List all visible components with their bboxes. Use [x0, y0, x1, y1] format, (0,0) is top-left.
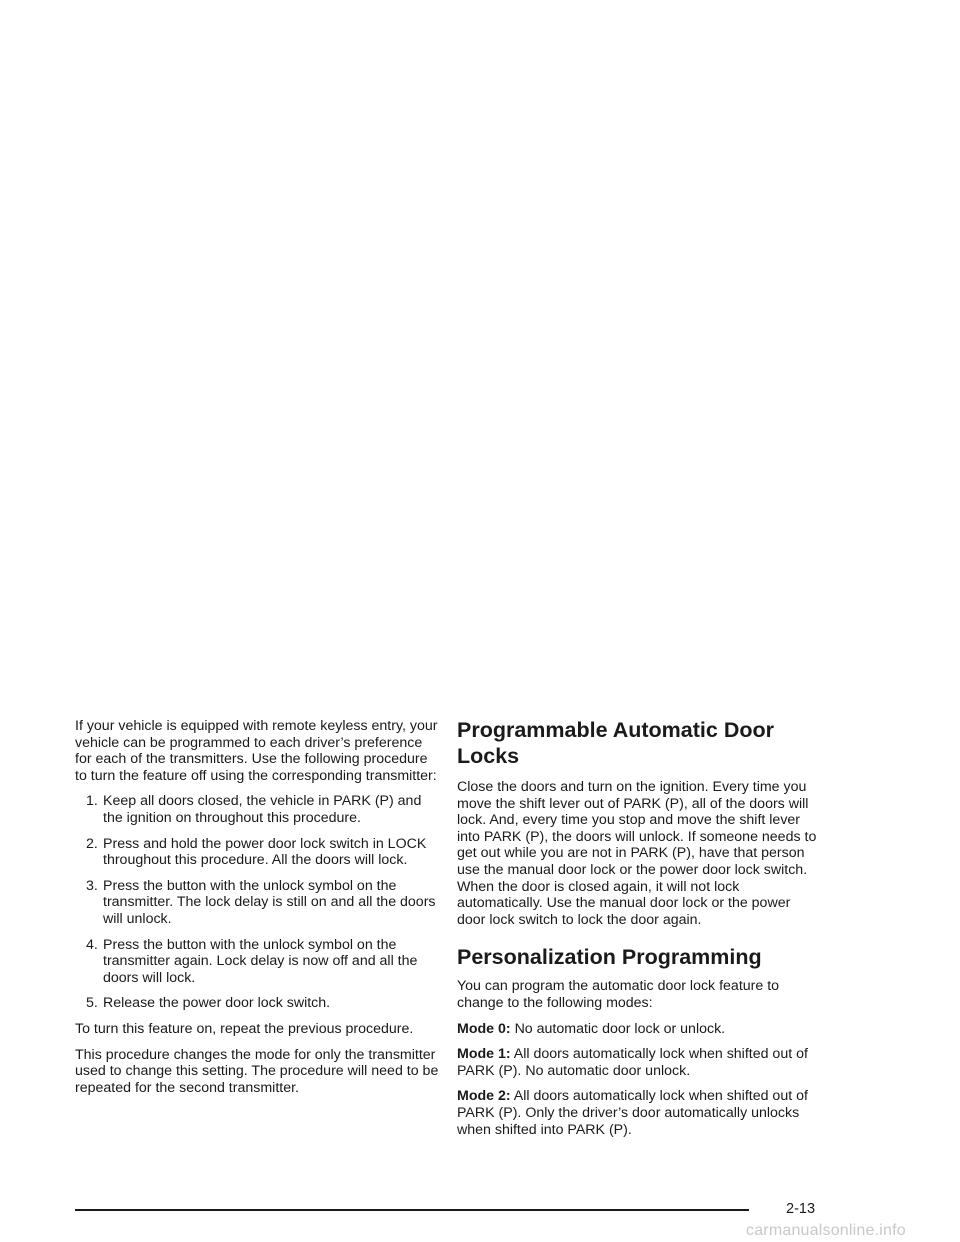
page-number: 2-13	[786, 1201, 816, 1217]
step-number: 3.	[86, 877, 98, 894]
step-text: Keep all doors closed, the vehicle in PARK (P) and the ignition on throughout this procedure.	[103, 793, 422, 826]
step-number: 2.	[86, 835, 98, 852]
left-column	[75, 718, 441, 1105]
step-number: 4.	[86, 936, 98, 953]
programmable-locks-paragraph: Close the doors and turn on the ignition. Every time you move the shift lever out of PARK (P), all of the doors will lock. And, every time you stop and move the shift lever into PARK (P), the doors will unlock. If someone needs to get out while you are not in PARK (P), have that person use the manual door lock or the power door lock switch. When the door is closed again, it will not lock automatically. Use the manual door lock or the power door lock switch to lock the door again.	[457, 779, 817, 928]
step-item	[75, 995, 441, 1012]
right-column	[457, 718, 819, 1147]
watermark: carmanualsonline.info	[746, 1222, 906, 1239]
step-text: Release the power door lock switch.	[103, 995, 331, 1012]
step-number: 5.	[86, 995, 98, 1012]
intro-paragraph: If your vehicle is equipped with remote keyless entry, your vehicle can be programmed to each driver’s preference for each of the transmitters. Use the following procedure to turn the feature off using the corresponding transmitter:	[75, 718, 438, 784]
step-text: Press the button with the unlock symbol on the transmitter again. Lock delay is now off and all the doors will lock.	[103, 936, 418, 986]
step-item	[75, 878, 441, 928]
mode-item	[457, 1021, 819, 1038]
personalization-paragraph: You can program the automatic door lock feature to change to the following modes:	[457, 978, 780, 1011]
procedure-steps	[75, 793, 441, 1012]
mode-text: All doors automatically lock when shifted out of PARK (P). No automatic door unlock.	[457, 1046, 808, 1079]
section-heading-personalization: Personalization Programming	[457, 945, 762, 970]
mode-item	[457, 1088, 819, 1138]
mode-label: Mode 0:	[457, 1020, 511, 1037]
step-item	[75, 793, 441, 826]
step-item	[75, 836, 441, 869]
step-text: Press the button with the unlock symbol on the transmitter. The lock delay is still on and all the doors will unlock.	[103, 877, 436, 927]
step-item	[75, 937, 441, 987]
mode-label: Mode 1:	[457, 1046, 511, 1063]
mode-item	[457, 1046, 819, 1079]
step-number: 1.	[86, 793, 98, 810]
turn-on-paragraph: To turn this feature on, repeat the previous procedure.	[75, 1020, 414, 1037]
mode-text: No automatic door lock or unlock.	[514, 1020, 726, 1037]
section-heading-programmable-locks: Programmable Automatic Door Locks	[457, 718, 774, 768]
mode-label: Mode 2:	[457, 1088, 511, 1105]
closing-paragraph: This procedure changes the mode for only the transmitter used to change this setting. The procedure will need to be repeated for the second transmitter.	[75, 1046, 439, 1096]
step-text: Press and hold the power door lock switch in LOCK throughout this procedure. All the doors will lock.	[103, 835, 427, 869]
footer-rule	[75, 1209, 749, 1211]
mode-text: All doors automatically lock when shifted out of PARK (P). Only the driver’s door automatically unlocks when shifted into PARK (P).	[457, 1088, 808, 1138]
